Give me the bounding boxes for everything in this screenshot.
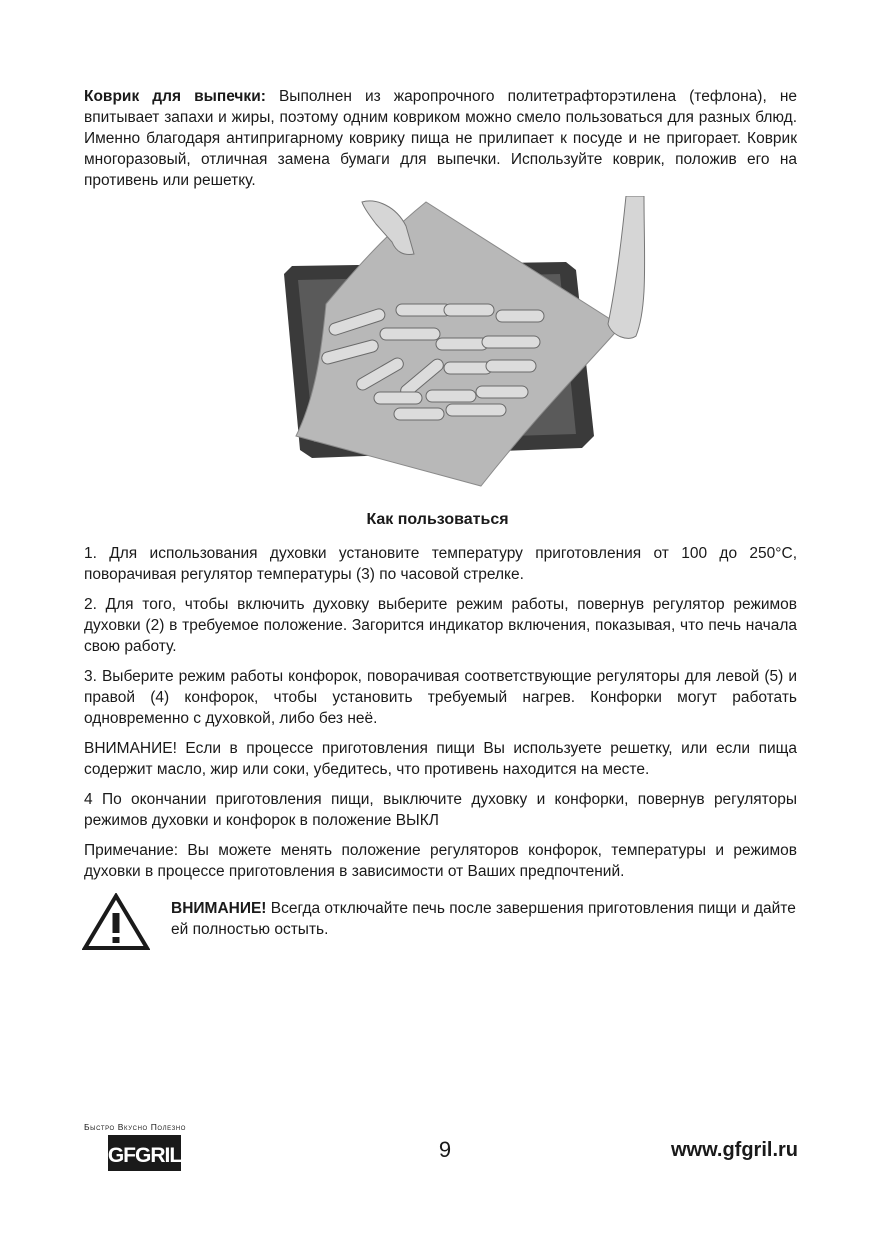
instruction-step-2: 2. Для того, чтобы включить духовку выберите режим работы, повернув регулятор режимов духовки (2) в требуемое положение. Загорится индикатор включения, показывая, что печь начала свою работу. [84,596,797,655]
caution-note: ВНИМАНИЕ! Если в процессе приготовления пищи Вы используете решетку, или если пища содержит масло, жир или соки, убедитесь, что противень находится на месте. [84,740,797,778]
gfgril-logo [108,1135,181,1171]
warning-message [171,898,799,940]
page-number: 9 [438,1137,452,1162]
instruction-step-4: 4 По окончании приготовления пищи, выключите духовку и конфорки, повернув регуляторы режимов духовки и конфорок в положение ВЫКЛ [84,791,797,829]
svg-text:GFGRIL: GFGRIL [108,1144,181,1167]
warning-body: Всегда отключайте печь после завершения приготовления пищи и дайте ей полностью остыть. [171,900,796,938]
instructions [84,543,797,891]
intro-title: Коврик для выпечки: [84,88,266,105]
warning-title: ВНИМАНИЕ! [171,900,267,917]
brand-tagline: Быстро Вкусно Полезно [84,1122,187,1132]
instruction-step-1: 1. Для использования духовки установите температуру приготовления от 100 до 250°С, поворачивая регулятор температуры (3) по часовой стрелке. [84,545,797,583]
intro-body: Выполнен из жаропрочного политетрафторэтилена (тефлона), не впитывает запахи и жиры, поэтому одним ковриком можно смело пользоваться для разных блюд. Именно благодаря антипригарному коврику пища не прилипает к посуде и не пригорает. Коврик многоразовый, отличная замена бумаги для выпечки. Используйте коврик, положив его на противень или решетку. [84,88,797,189]
remark-note: Примечание: Вы можете менять положение регуляторов конфорок, температуры и режимов духовки в процессе приготовления в зависимости от Ваших предпочтений. [84,842,797,880]
warning-triangle-icon [82,893,150,951]
section-heading: Как пользоваться [366,511,509,528]
baking-mat-illustration [276,196,656,492]
website-url: www.gfgril.ru [670,1139,798,1161]
instruction-step-3: 3. Выберите режим работы конфорок, поворачивая соответствующие регуляторы для левой (5) и правой (4) конфорок, чтобы установить требуемый нагрев. Конфорки могут работать одновременно с духовкой, либо без неё. [84,668,797,727]
intro-paragraph [84,86,797,191]
